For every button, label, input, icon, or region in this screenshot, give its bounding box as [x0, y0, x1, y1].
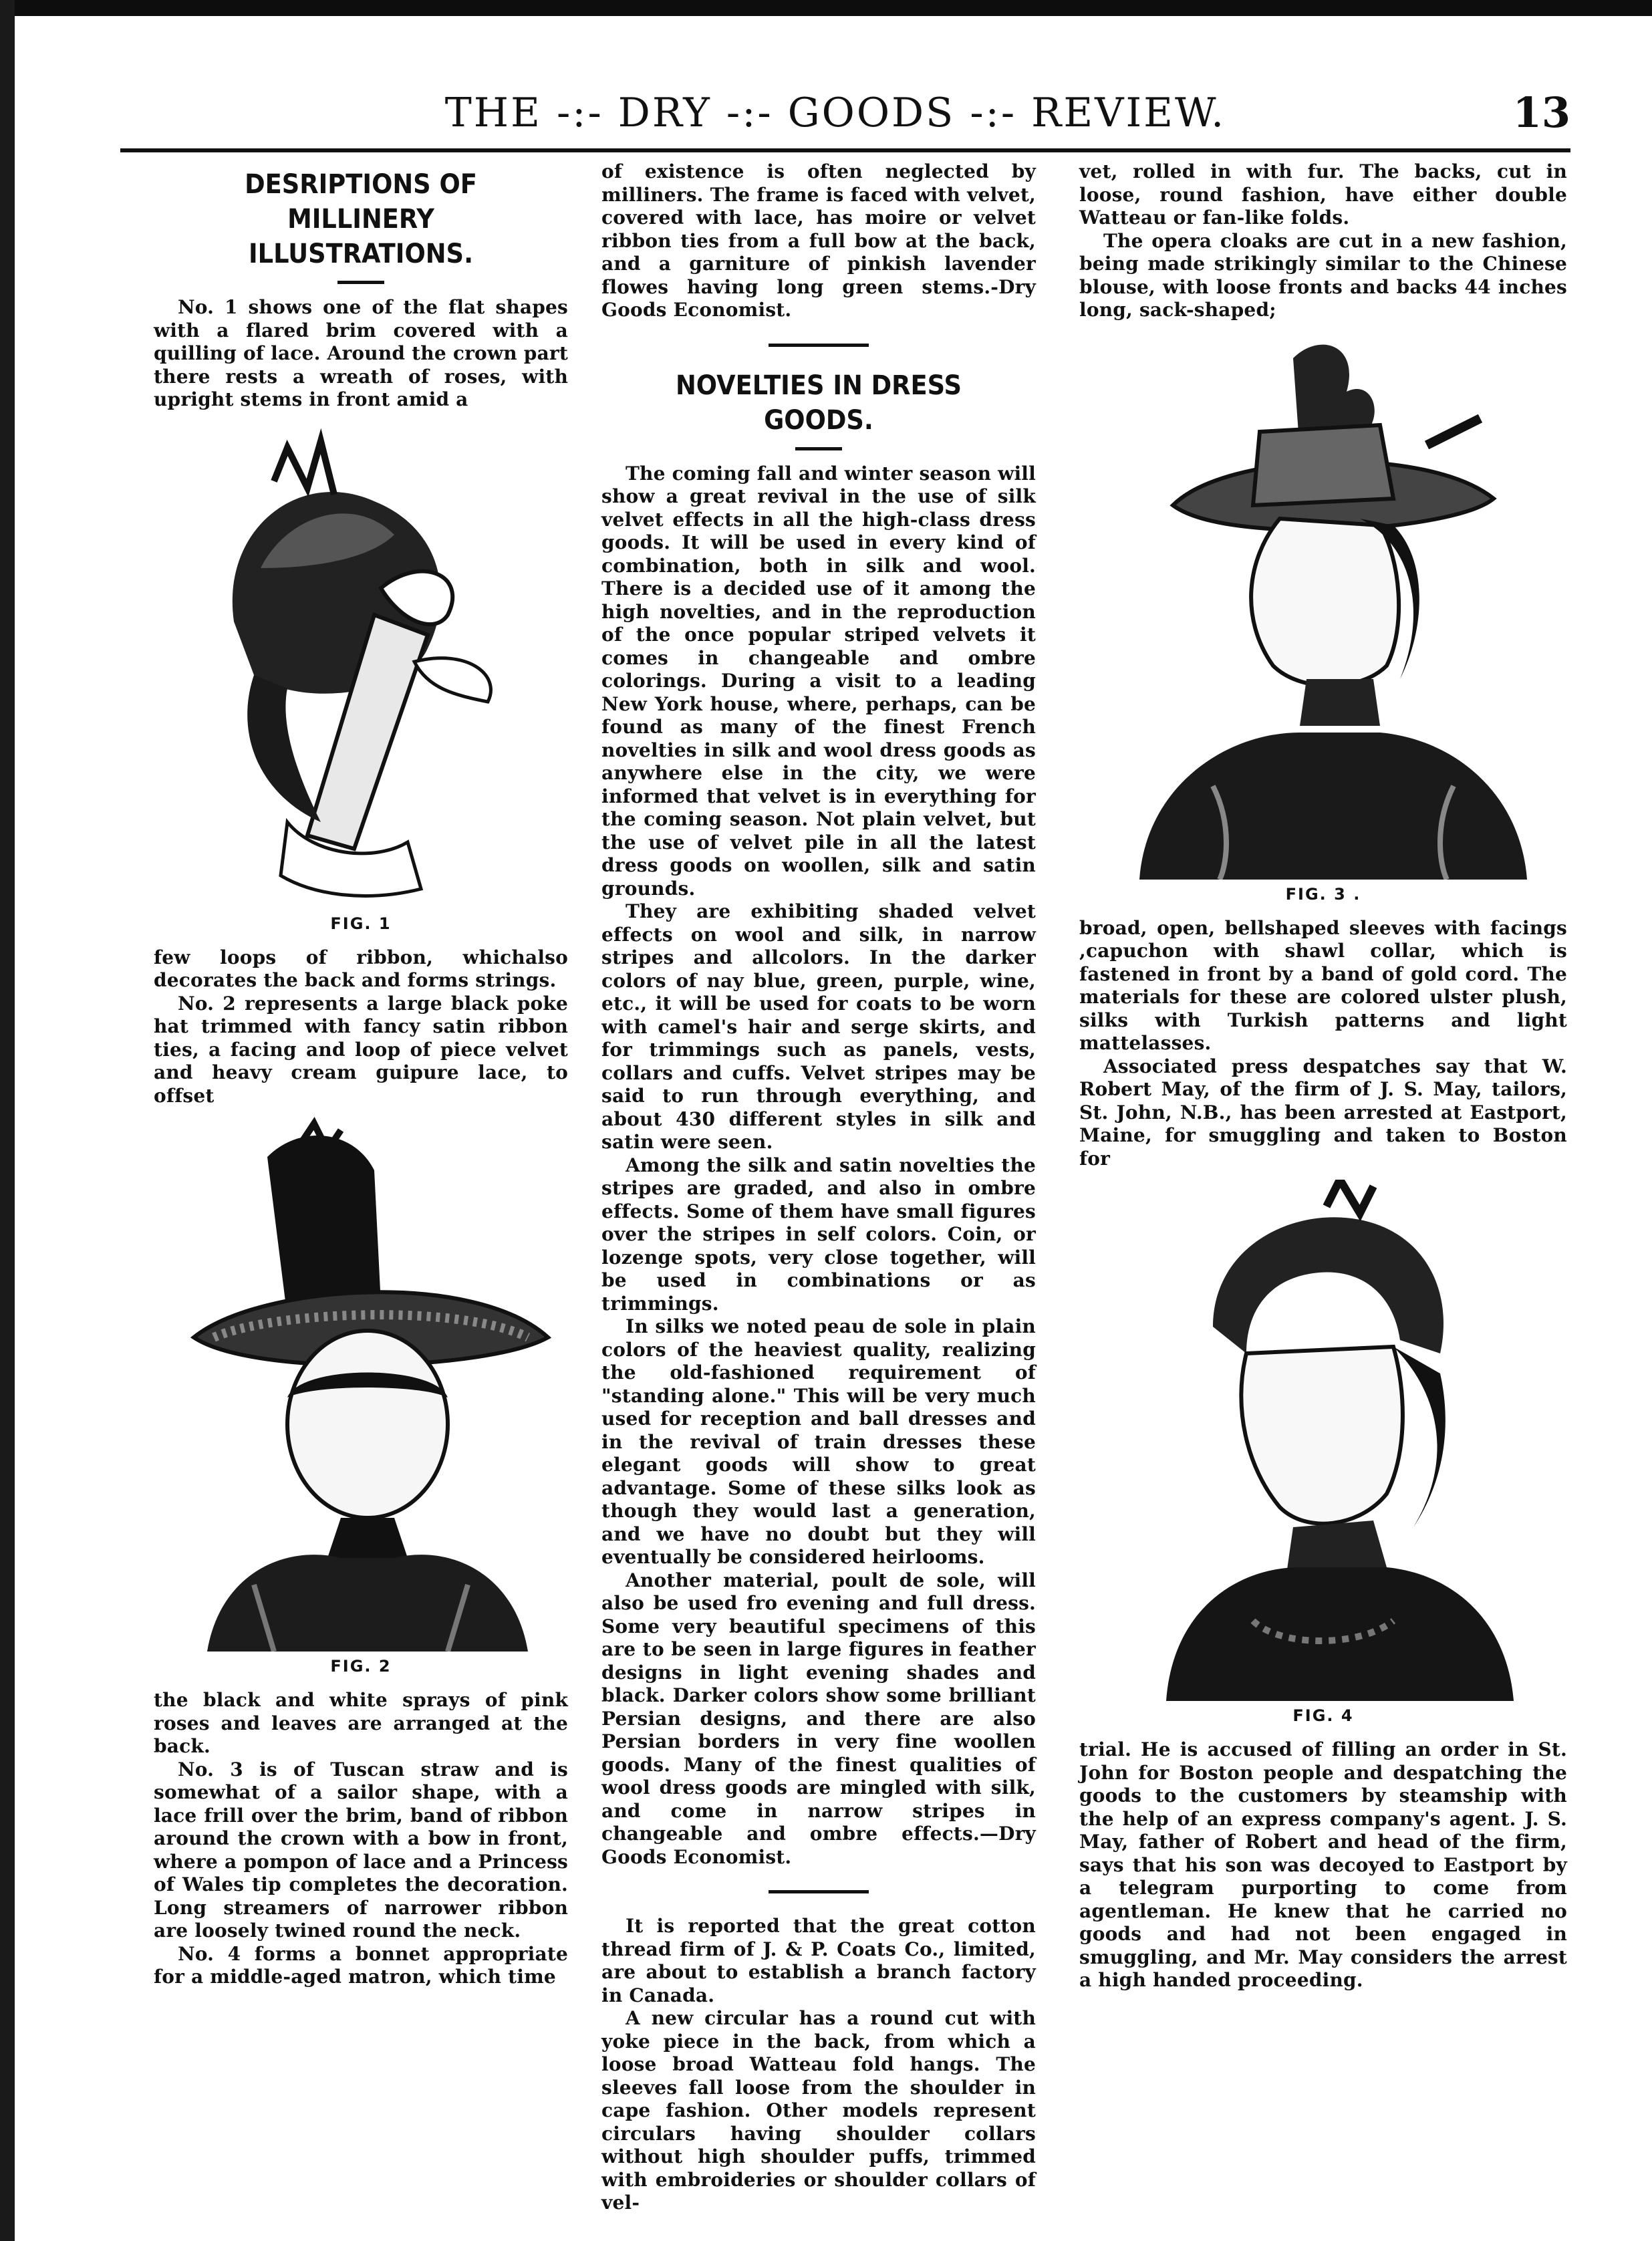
paragraph: It is reported that the great cotton thread firm of J. & P. Coats Co., limited, are about to establish a branch factory in Canada. [601, 1915, 1036, 2006]
bonnet-illustration-4 [1079, 1180, 1567, 1701]
figure-4 [1079, 1180, 1567, 1725]
column-2 [601, 160, 1036, 2215]
paragraph: vet, rolled in with fur. The backs, cut in loose, round fashion, have either double Watteau or fan-like folds. [1079, 160, 1567, 229]
figure-3 [1079, 332, 1567, 904]
figure-caption: FIG. 2 [330, 1657, 392, 1676]
publication-title: THE -:- DRY -:- GOODS -:- REVIEW. [444, 90, 1226, 136]
figure-caption: FIG. 4 [1292, 1706, 1354, 1725]
hat-illustration-3 [1079, 332, 1567, 880]
paragraph: The coming fall and winter season will show a great revival in the use of silk velvet effects in all the high-class dress goods. It will be used in every kind of combination, both in silk and wool. There is a decided use of it among the high novelties, and in the reproduction of the once popular striped velvets it comes in changeable and ombre colorings. During a visit to a leading New York house, where, perhaps, can be found as many of the finest French novelties in silk and wool dress goods as anywhere else in the city, we were informed that velvet is in everything for the coming season. Not plain velvet, but the use of velvet pile in all the latest dress goods on woollen, silk and satin grounds. [601, 462, 1036, 900]
paragraph: broad, open, bellshaped sleeves with facings ,capuchon with shawl collar, which is fastened in front by a band of gold cord. The materials for these are colored ulster plush, silks with Turkish patterns and light mattelasses. [1079, 916, 1567, 1054]
paragraph: the black and white sprays of pink roses and leaves are arranged at the back. [154, 1689, 568, 1757]
masthead [100, 83, 1570, 143]
paragraph: of existence is often neglected by milliners. The frame is faced with velvet, covered with lace, has moire or velvet ribbon ties from a full bow at the back, and a garniture of pinkish lavender flowes having long green stems.-Dry Goods Economist. [601, 160, 1036, 321]
paragraph: No. 1 shows one of the flat shapes with a flared brim covered with a quilling of lace. Around the crown part there rests a wreath of roses, with upright stems in front amid a [154, 296, 568, 410]
scan-edge-left [0, 0, 15, 2241]
scan-edge-top [0, 0, 1652, 16]
section-rule [769, 344, 869, 347]
paragraph: No. 3 is of Tuscan straw and is somewhat of a sailor shape, with a lace frill over the brim, band of ribbon around the crown with a bow in front, where a pompon of lace and a Princess of Wales tip completes the decoration. Long streamers of narrower ribbon are loosely twined round the neck. [154, 1758, 568, 1942]
article-heading-novelties: NOVELTIES IN DRESS GOODS. [675, 370, 962, 436]
article-heading-millinery [170, 167, 551, 271]
paragraph: No. 2 represents a large black poke hat trimmed with fancy satin ribbon ties, a facing and loop of piece velvet and heavy cream guipure lace, to offset [154, 992, 568, 1107]
page-number: 13 [1512, 88, 1570, 137]
short-rule [795, 447, 842, 450]
figure-1 [154, 421, 568, 933]
paragraph: Another material, poult de sole, will also be used fro evening and full dress. Some very beautiful specimens of this are to be seen in large figures in feather designs in light evening shades and black. Darker colors show some brilliant Persian designs, and there are also Persian borders in very fine woollen goods. Many of the finest qualities of wool dress goods are mingled with silk, and come in narrow stripes in changeable and ombre effects.—Dry Goods Economist. [601, 1569, 1036, 1868]
paragraph: The opera cloaks are cut in a new fashion, being made strikingly similar to the Chinese blouse, with loose fronts and backs 44 inches long, sack-shaped; [1079, 229, 1567, 321]
paragraph: Associated press despatches say that W. Robert May, of the firm of J. S. May, tailors, St. John, N.B., has been arrested at Eastport, Maine, for smuggling and taken to Boston for [1079, 1055, 1567, 1170]
heading-line-1: DESRIPTIONS OF MILLINERY [245, 169, 477, 235]
column-1 [154, 160, 568, 1989]
figure-caption: FIG. 3 . [1285, 884, 1361, 904]
paragraph: They are exhibiting shaded velvet effects on wool and silk, in narrow stripes and allcolors. In the darker colors of nay blue, green, purple, wine, etc., it will be used for coats to be worn with camel's hair and serge skirts, and for trimmings such as panels, vests, collars and cuffs. Velvet stripes may be said to run through everything, and about 430 different styles in silk and satin were seen. [601, 900, 1036, 1153]
paragraph: In silks we noted peau de sole in plain colors of the heaviest quality, realizing the old-fashioned requirement of "standing alone." This will be very much used for reception and ball dresses and in the revival of train dresses these elegant goods will show to great advantage. Some of these silks look as though they would last a generation, and we have no doubt but they will eventually be considered heirlooms. [601, 1315, 1036, 1568]
paragraph: Among the silk and satin novelties the stripes are graded, and also in ombre effects. Some of them have small figures over the stripes in self colors. Coin, or lozenge spots, very close together, will be used in combinations or as trimmings. [601, 1154, 1036, 1315]
short-rule [337, 281, 384, 284]
hat-illustration-2 [154, 1117, 568, 1652]
column-3 [1079, 160, 1567, 1992]
paragraph: few loops of ribbon, whichalso decorates the back and forms strings. [154, 946, 568, 991]
figure-caption: FIG. 1 [330, 914, 392, 933]
paragraph: A new circular has a round cut with yoke piece in the back, from which a loose broad Watteau fold hangs. The sleeves fall loose from the shoulder in cape fashion. Other models represent circulars having shoulder collars without high shoulder puffs, trimmed with embroideries or shoulder collars of vel- [601, 2007, 1036, 2214]
section-rule [769, 1890, 869, 1893]
hat-illustration-1 [154, 421, 568, 909]
heading-line-2: ILLUSTRATIONS. [248, 239, 474, 269]
paragraph: trial. He is accused of filling an order in St. John for Boston people and despatching the goods to the customers by steamship with the help of an express company's agent. J. S. May, father of Robert and head of the firm, says that his son was decoyed to Eastport by a telegram purporting to come from agentleman. He knew that he carried no goods and had not been engaged in smuggling, and Mr. May considers the arrest a high handed proceeding. [1079, 1738, 1567, 1991]
figure-2 [154, 1117, 568, 1676]
paragraph: No. 4 forms a bonnet appropriate for a middle-aged matron, which time [154, 1942, 568, 1988]
header-rule [120, 148, 1570, 152]
